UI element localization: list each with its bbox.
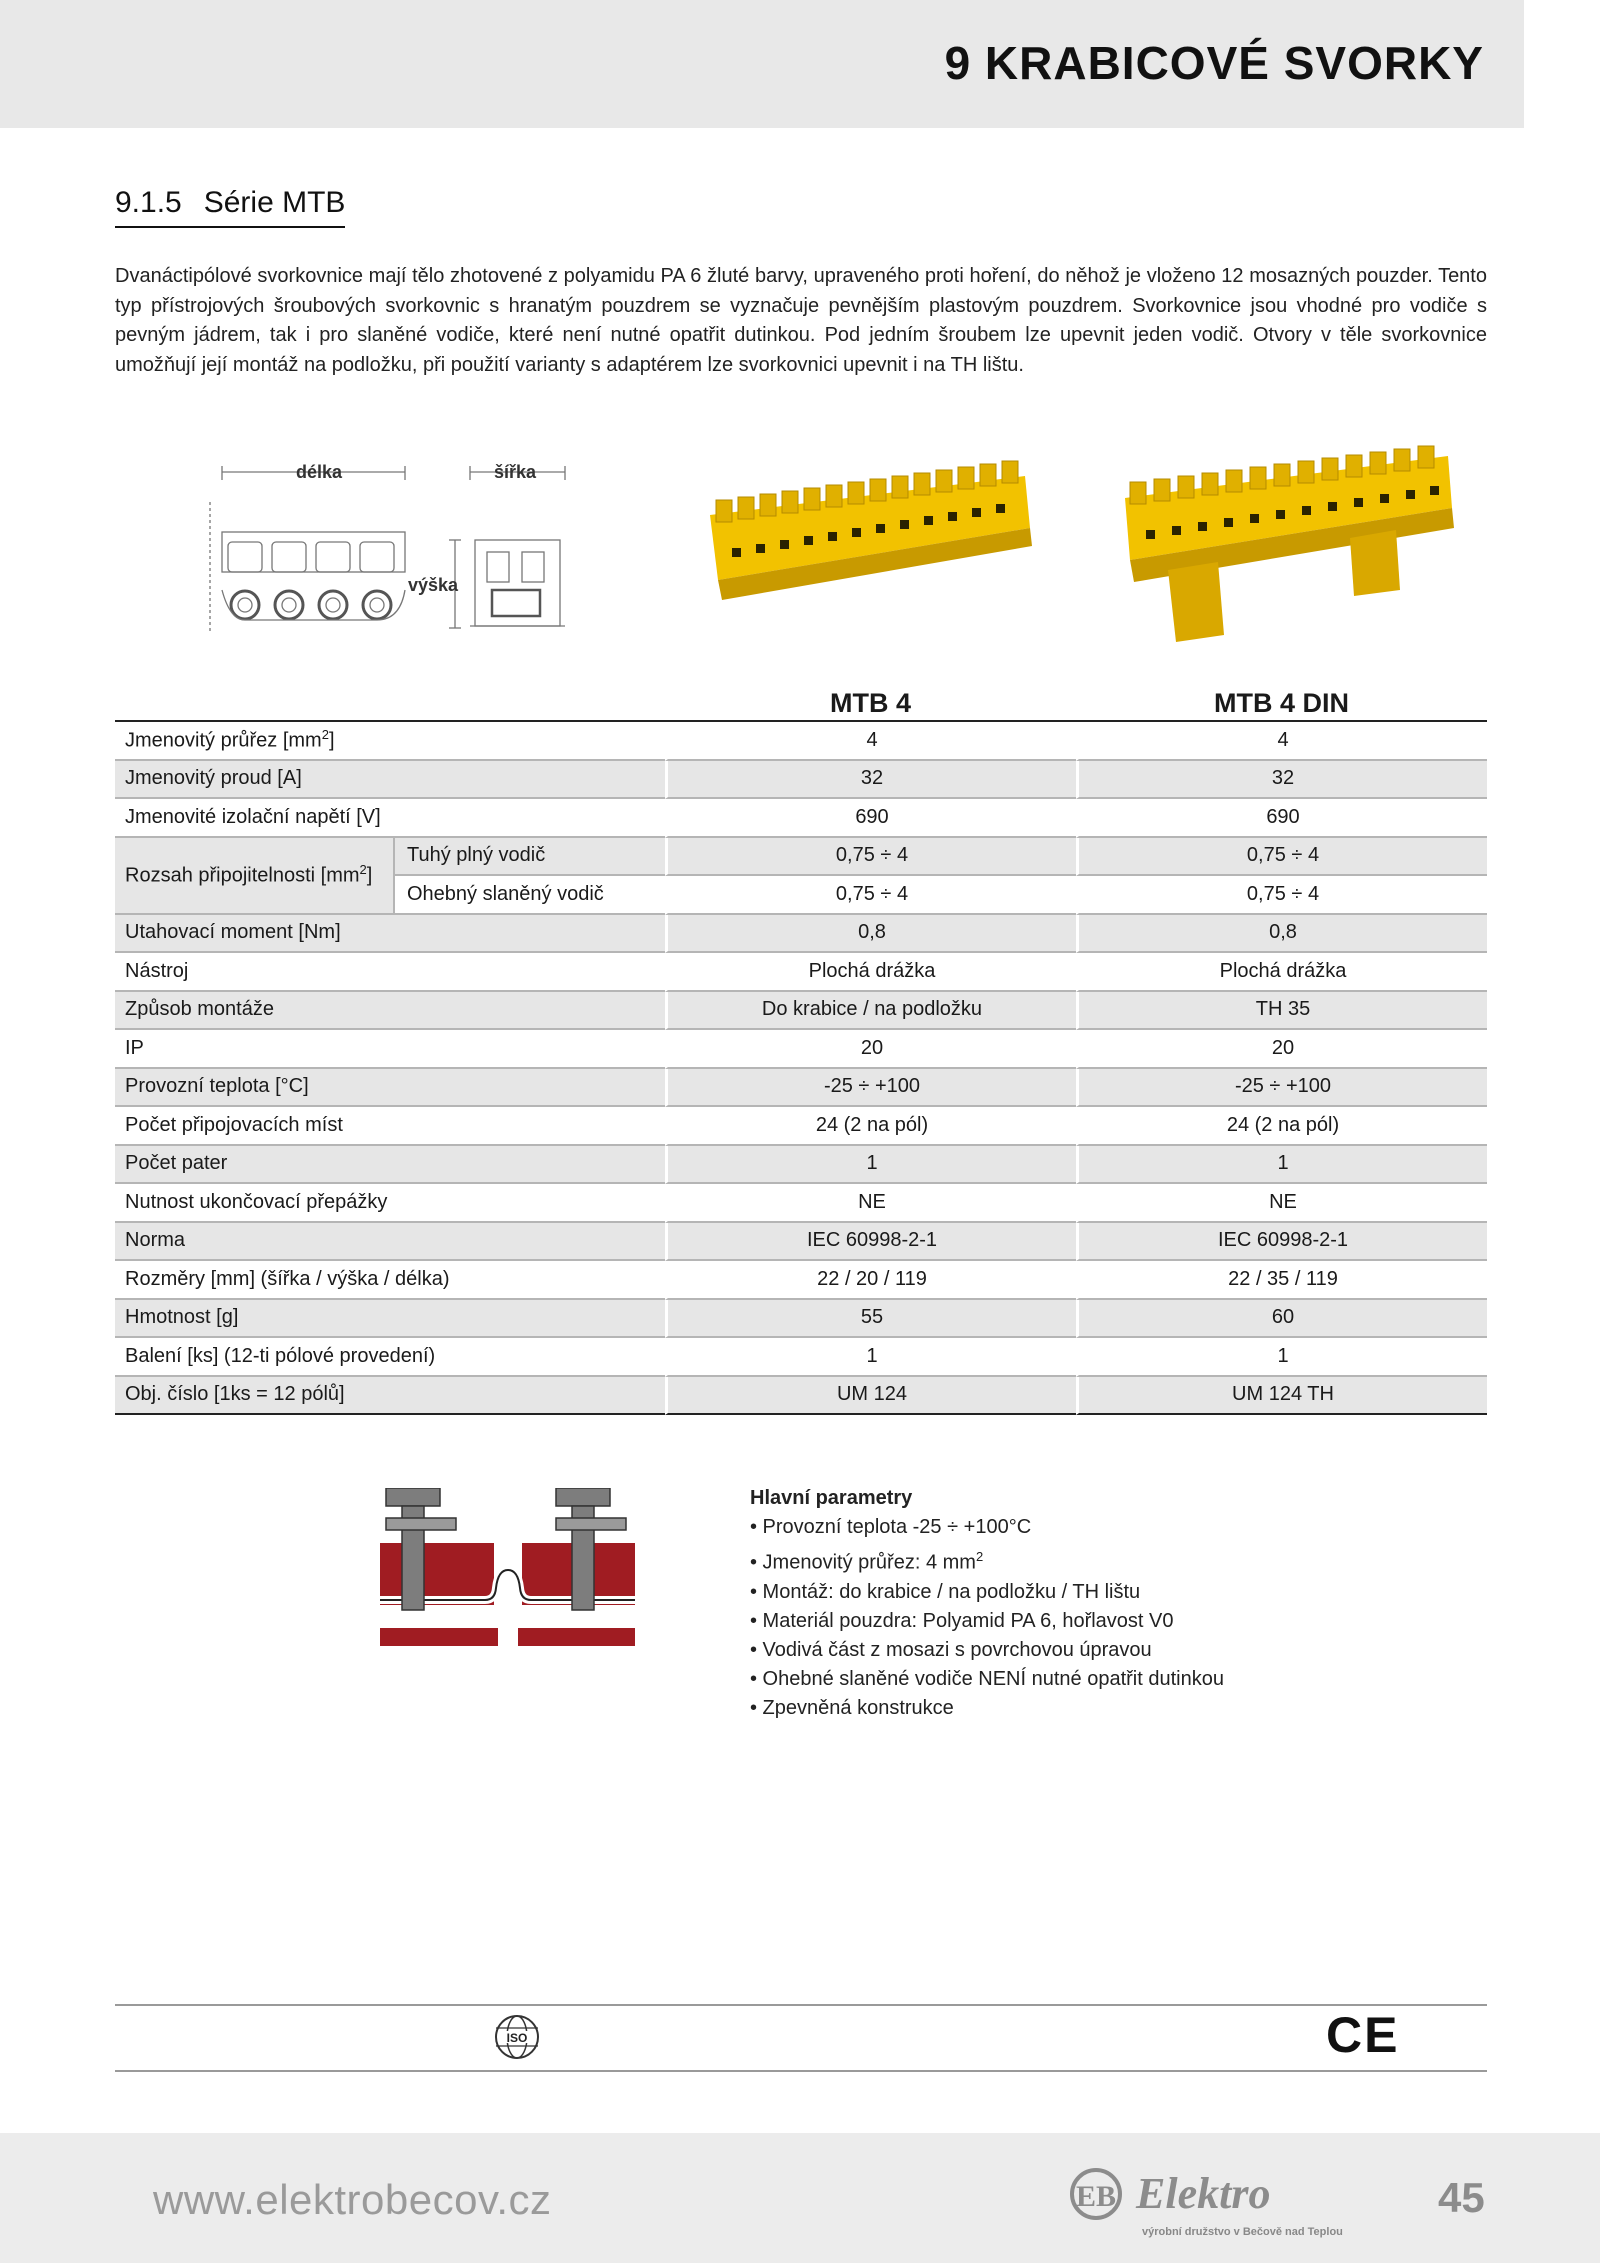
main-parameters bbox=[750, 1484, 1224, 1723]
table-row: IP 20 20 bbox=[115, 1030, 1487, 1069]
brand-name: Elektro bbox=[1136, 2169, 1271, 2218]
iso-icon bbox=[494, 2014, 540, 2060]
intro-paragraph: Dvanáctipólové svorkovnice mají tělo zhotovené z polyamidu PA 6 žluté barvy, upraveného proti hoření, do něhož je vloženo 12 mosazných pouzder. Tento typ přístrojových šroubových svorkovnic s hranatým pouzdrem se vyznačuje pevnějším plastovým pouzdrem. Svorkovnice jsou vhodné pro vodiče s pevným jádrem, tak i pro slaněné vodiče, které není nutné opatřit dutinkou. Pod jedním šroubem lze upevnit jeden vodič. Otvory v těle svorkovnice umožňují její montáž na podložku, při použití varianty s adaptérem lze svorkovnici upevnit i na TH lištu. bbox=[115, 265, 1487, 376]
table-row: Utahovací moment [Nm] 0,8 0,8 bbox=[115, 915, 1487, 954]
footer-url[interactable]: www.elektrobecov.cz bbox=[153, 2176, 552, 2223]
brand-subtitle: výrobní družstvo v Bečově nad Teplou bbox=[1142, 2226, 1343, 2238]
table-row: Jmenovitý průřez $[mm^2]$ 4 4 bbox=[115, 722, 1487, 761]
section-title bbox=[115, 186, 345, 228]
page-number: 45 bbox=[1438, 2174, 1485, 2221]
list-item: • Materiál pouzdra: Polyamid PA 6, hořlavost V0 bbox=[750, 1609, 1174, 1632]
spec-table bbox=[115, 684, 1487, 1415]
section-name: Série MTB bbox=[203, 186, 346, 219]
list-item: • Provozní teplota -25 ÷ +100°C bbox=[750, 1516, 1032, 1538]
list-item: • Vodivá část z mosazi s povrchovou úpravou bbox=[750, 1638, 1152, 1661]
params-heading: Hlavní parametry bbox=[750, 1487, 913, 1509]
divider-top bbox=[115, 2004, 1487, 2006]
table-row: Počet připojovacích míst 24 (2 na pól) 24 (2 na pól) bbox=[115, 1107, 1487, 1146]
list-item: • Jmenovitý průřez: 4 $mm^2$ bbox=[750, 1549, 984, 1574]
mtb4-din-photo bbox=[1125, 446, 1454, 642]
table-row: Norma IEC 60998-2-1 IEC 60998-2-1 bbox=[115, 1223, 1487, 1262]
dim-width-label: šířka bbox=[494, 462, 537, 482]
figures-svg bbox=[0, 420, 1600, 660]
divider-bottom bbox=[115, 2070, 1487, 2072]
list-item: • Zpevněná konstrukce bbox=[750, 1696, 954, 1719]
header-mtb4: MTB 4 bbox=[665, 684, 1076, 722]
table-row: Nutnost ukončovací přepážky NE NE bbox=[115, 1184, 1487, 1223]
ce-mark-icon: CE bbox=[1326, 2007, 1400, 2063]
list-item: • Ohebné slaněné vodiče NENÍ nutné opatřit dutinkou bbox=[750, 1667, 1224, 1690]
cross-section-diagram bbox=[370, 1488, 645, 1663]
table-row: Provozní teplota [°C] -25 ÷ +100 -25 ÷ +100 bbox=[115, 1069, 1487, 1108]
dim-height-label: výška bbox=[408, 575, 459, 595]
table-row: Jmenovité izolační napětí [V] 690 690 bbox=[115, 799, 1487, 838]
svg-text:EB: EB bbox=[1075, 2180, 1117, 2213]
table-row: Obj. číslo [1ks = 12 pólů] UM 124 UM 124 TH bbox=[115, 1377, 1487, 1416]
table-row-range-stranded: Ohebný slaněný vodič 0,75 ÷ 4 0,75 ÷ 4 bbox=[115, 876, 1487, 915]
dim-length-label: délka bbox=[296, 462, 343, 482]
table-row: Počet pater 1 1 bbox=[115, 1146, 1487, 1185]
iso-text: ISO bbox=[506, 2031, 528, 2045]
product-figures bbox=[0, 420, 1600, 660]
range-solid-label: Tuhý plný vodič bbox=[393, 838, 665, 877]
table-row: Jmenovitý proud [A] 32 32 bbox=[115, 761, 1487, 800]
table-row: Nástroj Plochá drážka Plochá drážka bbox=[115, 953, 1487, 992]
elektro-logo bbox=[1066, 2162, 1386, 2222]
section-number: 9.1.5 bbox=[115, 186, 182, 219]
spec-table-header bbox=[115, 684, 1487, 722]
table-row-range-solid: Rozsah připojitelnosti $[mm^2]$ Tuhý plný vodič 0,75 ÷ 4 0,75 ÷ 4 bbox=[115, 838, 1487, 877]
mtb4-photo bbox=[710, 461, 1032, 600]
table-row: Hmotnost [g] 55 60 bbox=[115, 1300, 1487, 1339]
header-blank bbox=[115, 684, 665, 722]
range-stranded-label: Ohebný slaněný vodič bbox=[393, 876, 665, 915]
list-item: • Montáž: do krabice / na podložku / TH lištu bbox=[750, 1580, 1141, 1603]
table-row: Způsob montáže Do krabice / na podložku TH 35 bbox=[115, 992, 1487, 1031]
chapter-title: 9 KRABICOVÉ SVORKY bbox=[944, 37, 1484, 89]
range-label: Rozsah připojitelnosti $[mm^2]$ bbox=[115, 838, 393, 915]
header-mtb4-din: MTB 4 DIN bbox=[1076, 684, 1487, 722]
table-row: Balení [ks] (12-ti pólové provedení) 1 1 bbox=[115, 1338, 1487, 1377]
dimension-drawing bbox=[210, 466, 565, 632]
table-row: Rozměry [mm] (šířka / výška / délka) 22 / 20 / 119 22 / 35 / 119 bbox=[115, 1261, 1487, 1300]
